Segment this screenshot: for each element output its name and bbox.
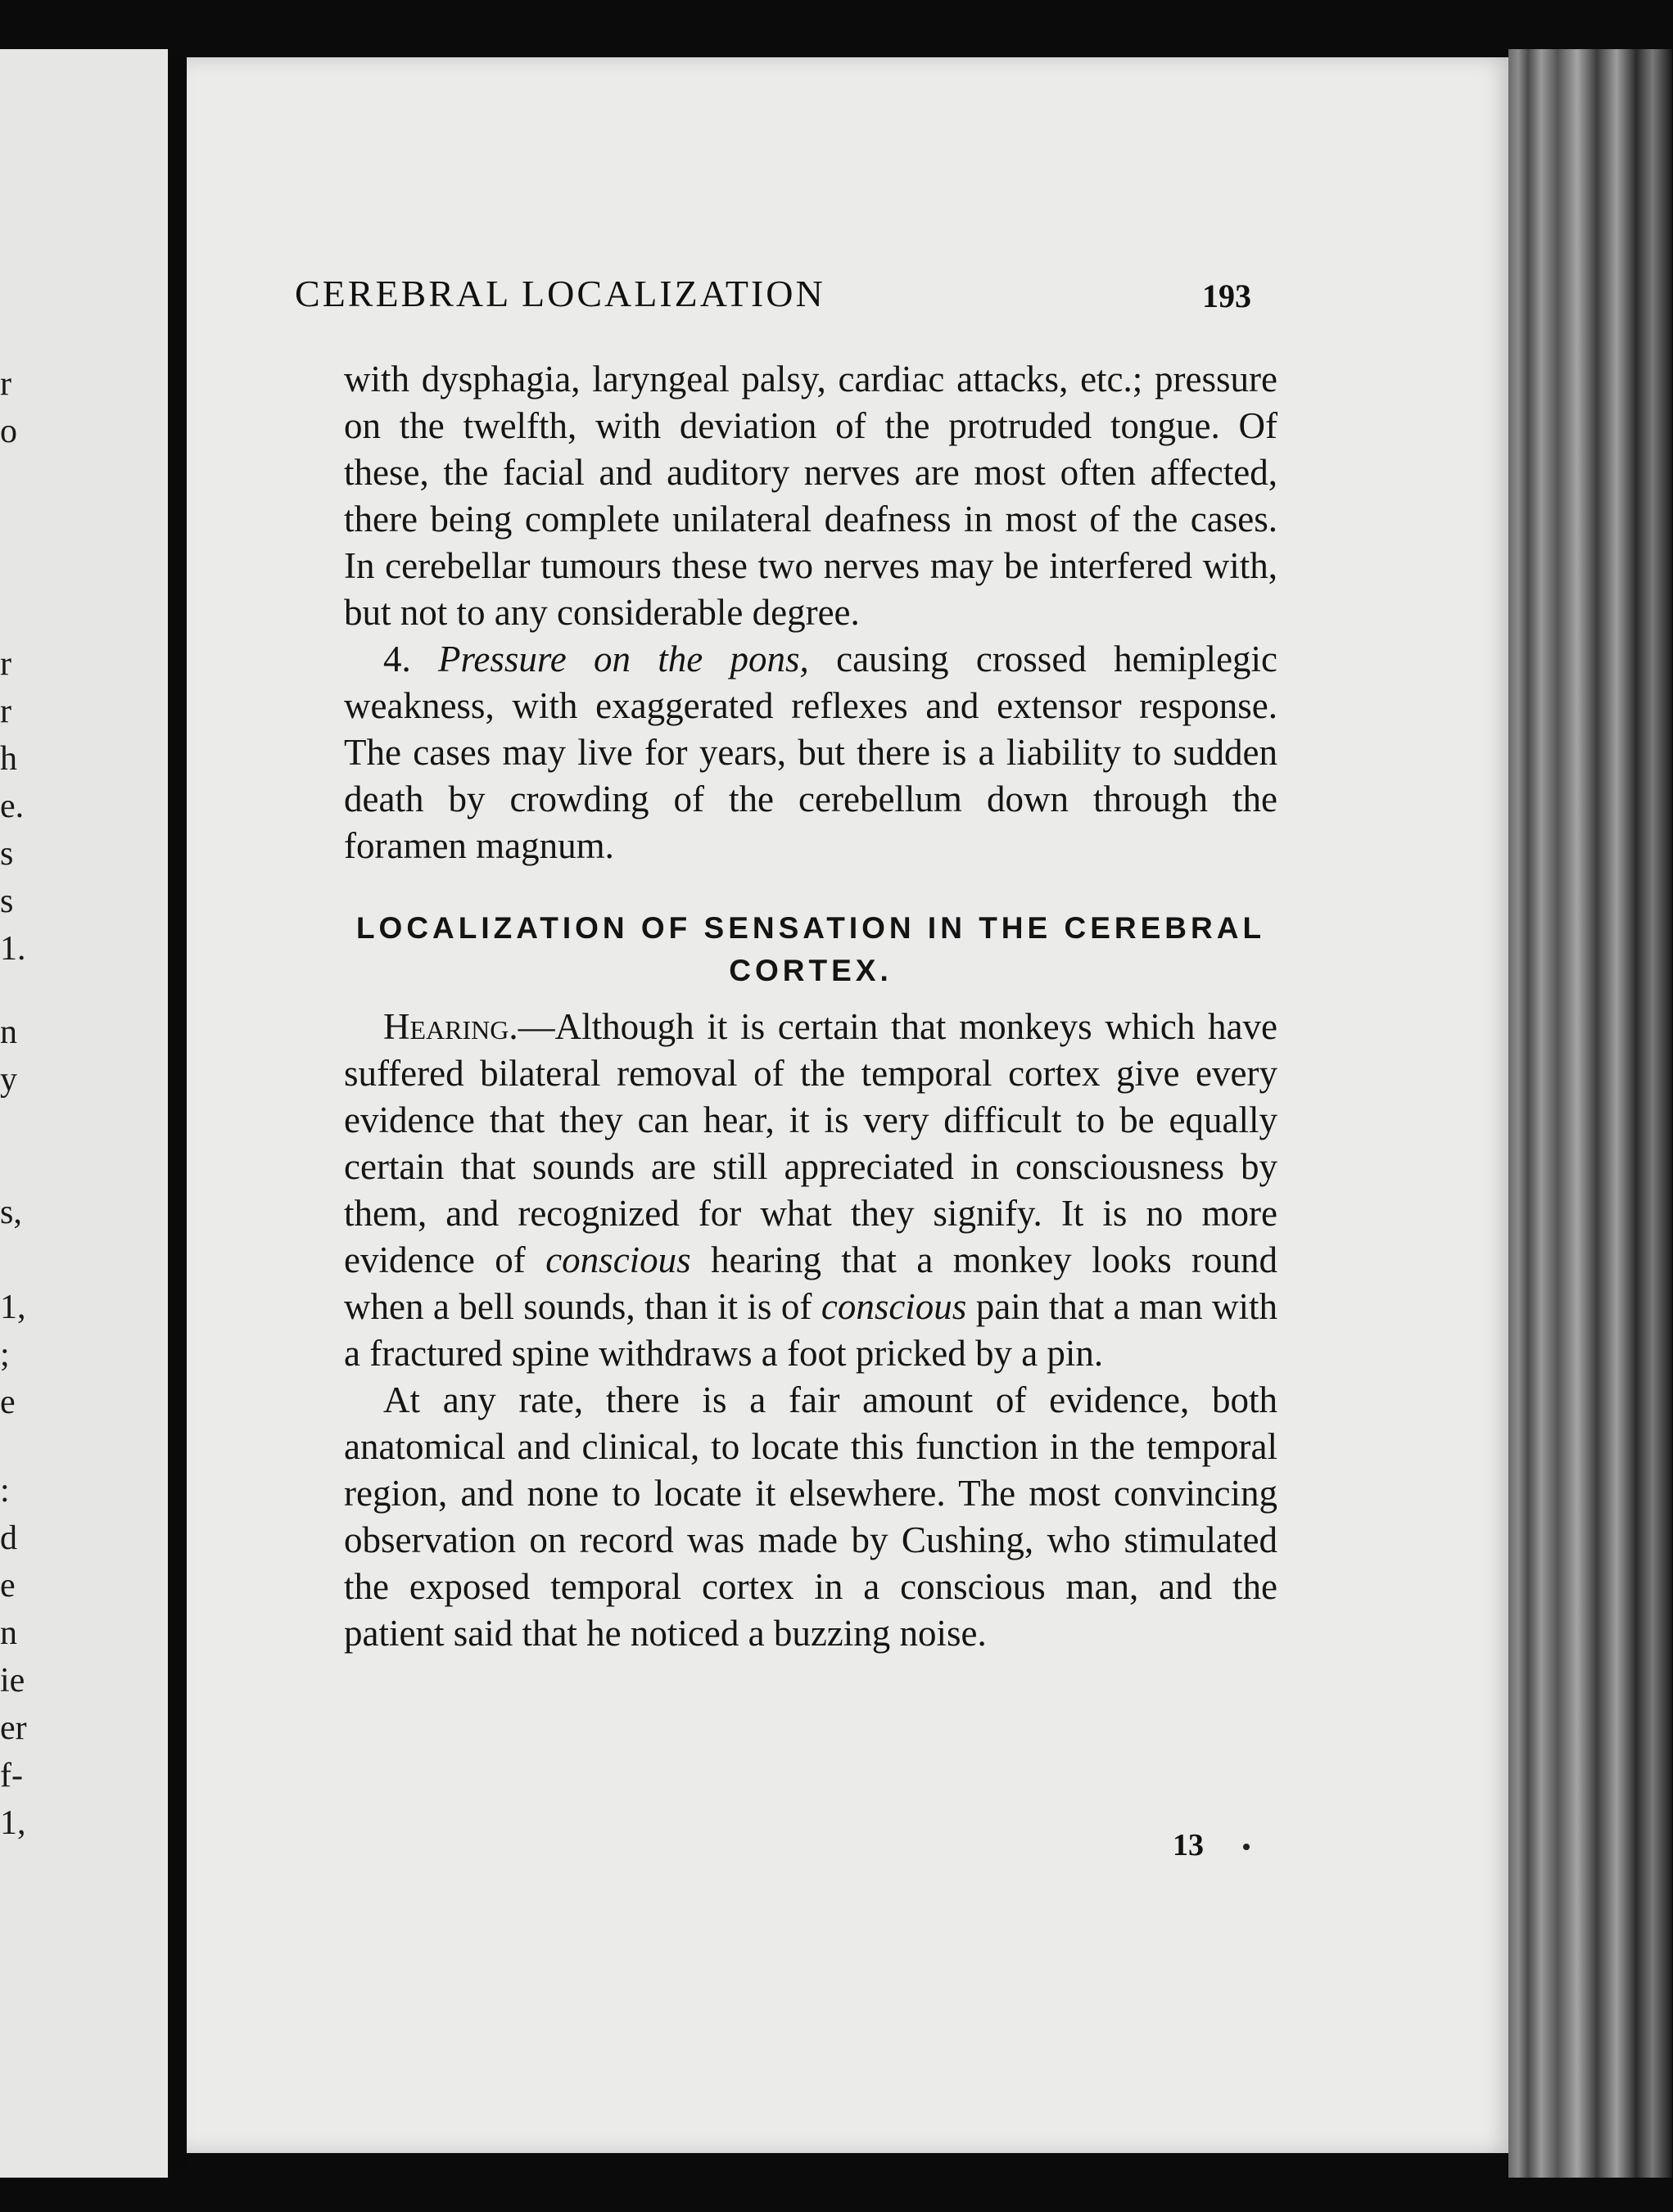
italic-word: conscious <box>545 1239 691 1280</box>
paragraph-hearing <box>344 1004 1277 1377</box>
paragraph-temporal-region: At any rate, there is a fair amount of evidence, both anatomical and clinical, to locate this function in the temporal region, and none to locate it elsewhere. The most convincing observation on record was made by Cushing, who stimulated the exposed temporal cortex in a conscious man, and the patient said that he noticed a buzzing noise. <box>344 1379 1277 1654</box>
left-edge-char: ; <box>0 1336 10 1374</box>
left-edge-char: ie <box>0 1662 25 1700</box>
paragraph-text: causing crossed hemiplegic weakness, with exaggerated reflexes and extensor response. The cases may live for years, but there is a liability to sudden death by crowding of the cerebellum down through the foramen magnum. <box>344 639 1278 866</box>
left-edge-char: s, <box>0 1194 22 1231</box>
run-in-heading: Hearing. <box>383 1006 518 1047</box>
book-page-edges <box>1508 49 1672 2178</box>
paragraph-text: —Although it is certain that monkeys which have suffered bilateral removal of the temporal cortex give every evidence that they can hear, it is very difficult to be equally certain that sounds are still appreciated in consciousness by them, and recognized for what they signify. It is no more evidence of <box>344 1006 1277 1280</box>
paragraph-pons <box>344 636 1277 869</box>
left-edge-char: s <box>0 883 14 920</box>
left-edge-char: r <box>0 645 11 683</box>
left-edge-char: 1, <box>0 1289 26 1326</box>
page-number: 193 <box>1202 278 1251 314</box>
left-page-fragment <box>0 49 168 2178</box>
page-body <box>344 356 1277 1657</box>
left-edge-char: : <box>0 1472 10 1510</box>
left-edge-char: n <box>0 1013 17 1051</box>
book-gutter <box>169 57 187 2169</box>
left-edge-char: e <box>0 1567 16 1605</box>
left-edge-char: r <box>0 365 11 403</box>
left-page-edge-text <box>0 49 168 2178</box>
section-heading: LOCALIZATION OF SENSATION IN THE CEREBRAL CORTEX. <box>355 911 1266 987</box>
left-edge-char: 1, <box>0 1804 26 1842</box>
left-edge-char: er <box>0 1709 27 1747</box>
left-edge-char: h <box>0 740 17 778</box>
left-edge-char: n <box>0 1614 17 1652</box>
left-edge-char: d <box>0 1519 17 1557</box>
left-edge-char: e. <box>0 788 25 825</box>
italic-word: conscious <box>821 1286 967 1327</box>
italic-phrase: Pressure on the pons, <box>438 639 809 679</box>
ink-speck <box>1243 1844 1250 1850</box>
list-number: 4. <box>383 639 411 679</box>
left-edge-char: o <box>0 413 17 450</box>
left-edge-char: s <box>0 835 14 873</box>
paragraph-text: pain that a man with a fractured spine withdraws a foot pricked by a pin. <box>344 1286 1278 1374</box>
left-edge-char: 1. <box>0 930 26 968</box>
running-head: CEREBRAL LOCALIZATION <box>295 273 825 314</box>
signature-mark: 13 <box>1173 1828 1204 1862</box>
left-edge-char: f- <box>0 1757 23 1794</box>
paragraph-text: hearing that a monkey looks round when a bell sounds, than it is of <box>344 1239 1277 1327</box>
left-edge-char: y <box>0 1061 17 1099</box>
paragraph-cranial-nerves: with dysphagia, laryngeal palsy, cardiac attacks, etc.; pressure on the twelfth, with deviation of the protruded tongue. Of these, the facial and auditory nerves are most often affected, there being complete unilateral deafness in most of the cases. In cerebellar tumours these two nerves may be interfered with, but not to any considerable degree. <box>344 359 1277 633</box>
left-edge-char: e <box>0 1384 16 1421</box>
left-edge-char: r <box>0 693 11 730</box>
